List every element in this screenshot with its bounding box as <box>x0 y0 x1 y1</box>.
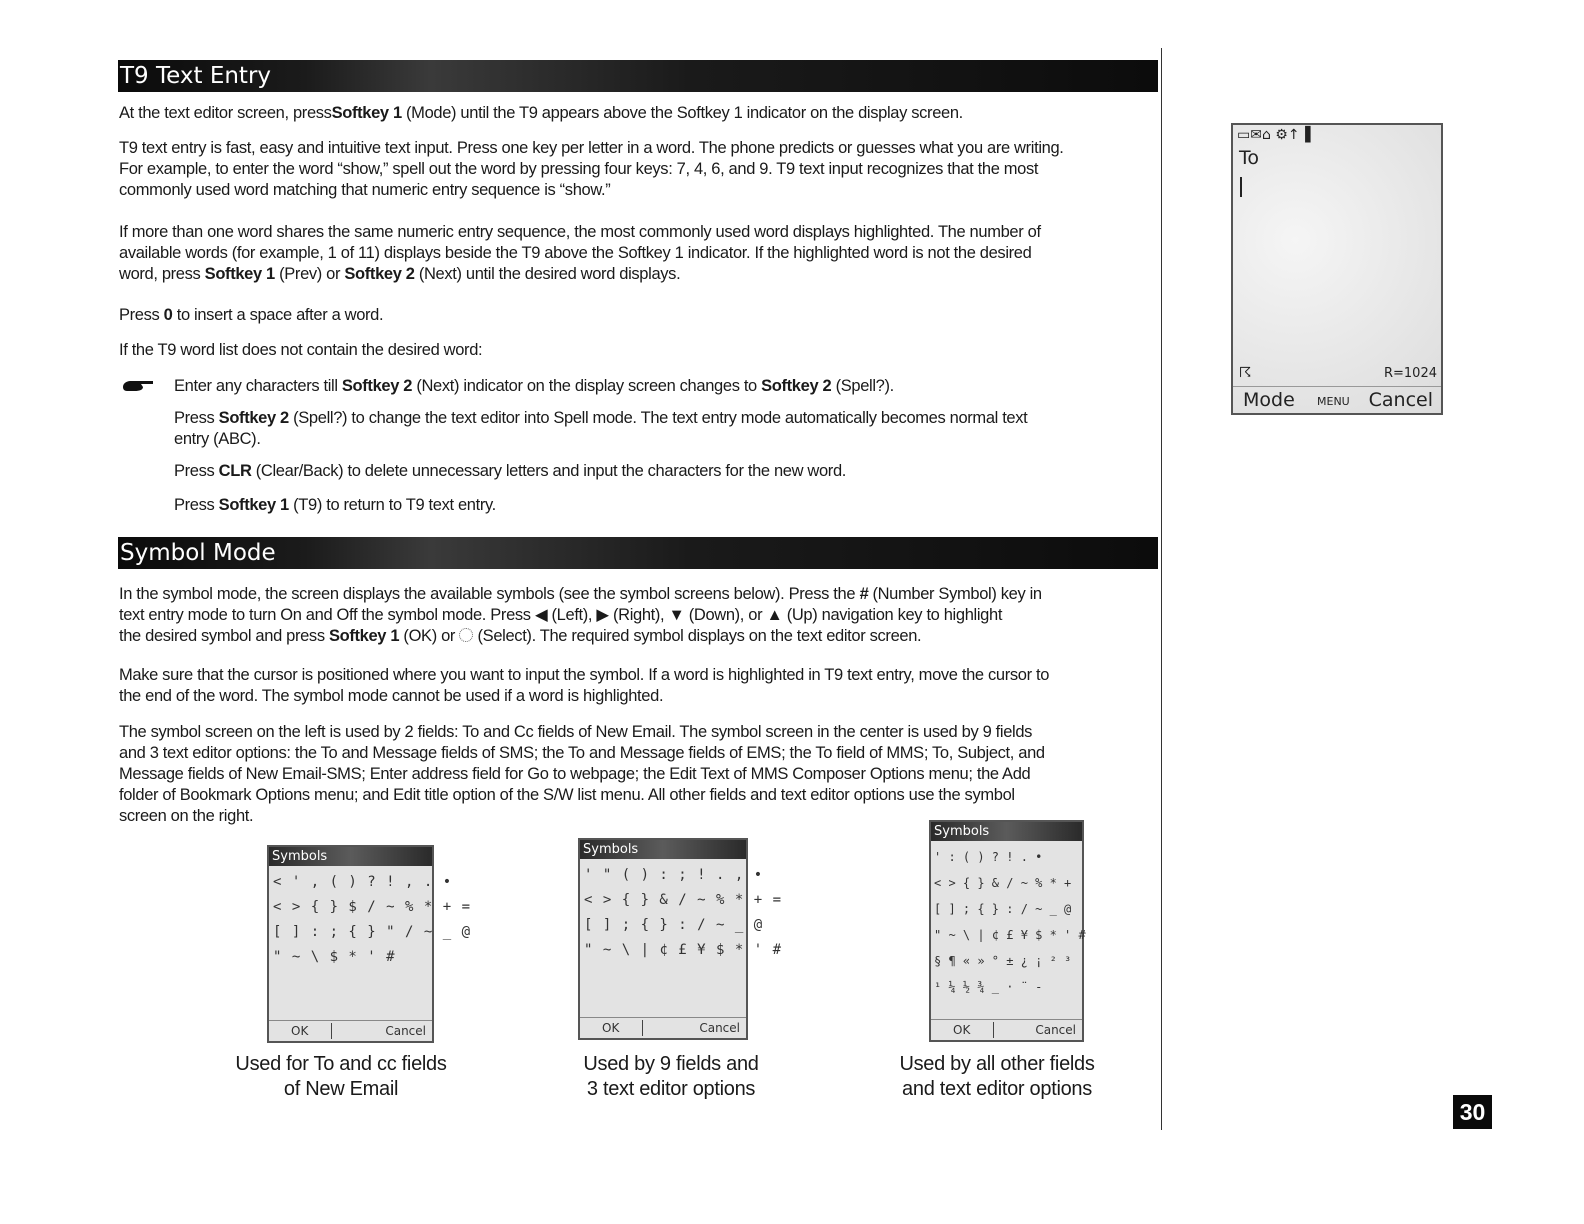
symbol-row: ¹ ¼ ½ ¾ _ · ¨ - <box>934 980 1043 994</box>
up-arrow-icon: ▲ <box>766 606 783 624</box>
t9-paragraph-2: T9 text entry is fast, easy and intuitive text input. Press one key per letter in a word. The phone predicts or guesses what you are writing. For example, to enter the word “show,” spell out the word by pressing four keys: 7, 4, 6, and 9. T9 text input recognizes that the most commonly used word matching that numeric entry sequence is “show.” <box>119 139 1064 199</box>
status-bar: ▭✉⌂ ⚙↑▐ <box>1237 127 1311 143</box>
cancel-softkey: Cancel <box>385 1024 426 1038</box>
symbol-row: ' " ( ) : ; ! . , • <box>584 867 764 883</box>
column-divider <box>1161 48 1162 1130</box>
char-counter: R=1024 <box>1383 366 1437 381</box>
t9-bullet-1: Enter any characters till Softkey 2 (Next) indicator on the display screen changes to Softkey 2 (Spell?). <box>174 377 894 395</box>
t9-paragraph-1: At the text editor screen, pressSoftkey 1 (Mode) until the T9 appears above the Softkey 1 indicator on the display screen. <box>119 104 963 122</box>
select-key-icon <box>459 628 473 642</box>
caption-right: Used by all other fields and text editor options <box>899 1053 1095 1100</box>
symbol-screen-header: Symbols <box>931 822 1082 841</box>
symbol-paragraph-1: In the symbol mode, the screen displays the available symbols (see the symbol screens below). Press the # (Number Symbol) key in text entry mode to turn On and Off the symbol mode. Press ◀ (Left), ▶ (Right), ▼ (Down), or ▲ (Up) navigation key to highlight the desired symbol and press Softkey 1 (OK) or (Select). The required symbol displays on the text editor screen. <box>119 585 1042 645</box>
t9-paragraph-3: If more than one word shares the same numeric entry sequence, the most commonly used word displays highlighted. The number of available words (for example, 1 of 11) displays beside the T9 above the Softkey 1 indicator. If the highlighted word is not the desired word, press Softkey 1 (Prev) or Softkey 2 (Next) until the desired word displays. <box>119 223 1041 283</box>
symbol-softkeys <box>269 1020 432 1041</box>
symbol-softkeys <box>931 1019 1082 1040</box>
symbol-row: " ~ \ $ * ' # <box>273 949 396 965</box>
symbol-screen-header: Symbols <box>580 840 746 859</box>
caption-center: Used by 9 fields and 3 text editor options <box>583 1053 759 1100</box>
t9-paragraph-4: Press 0 to insert a space after a word. <box>119 306 384 324</box>
symbol-paragraph-3: The symbol screen on the left is used by 2 fields: To and Cc fields of New Email. The symbol screen in the center is used by 9 fields and 3 text editor options: the To and Message fields of SMS; the To and Message fields of EMS; the To field of MMS; To, Subject, and Message fields of New Email-SMS; Enter address field for Go to webpage; the Edit Text of MMS Composer Options menu; the Add folder of Bookmark Options menu; and Edit title option of the S/W list menu. All other fields and text editor options use the symbol screen on the right. <box>119 723 1045 825</box>
symbol-row: " ~ \ | ¢ £ ¥ $ * ' # <box>934 928 1086 942</box>
t9-bullet-3: Press CLR (Clear/Back) to delete unnecessary letters and input the characters for the new word. <box>174 462 847 480</box>
cancel-softkey: Cancel <box>699 1021 740 1035</box>
softkey-bar <box>1233 386 1441 413</box>
t9-section-title: T9 Text Entry <box>118 60 1158 92</box>
symbol-softkeys <box>580 1017 746 1038</box>
page-number: 30 <box>1453 1095 1492 1129</box>
to-label: To <box>1239 147 1260 169</box>
softkey-mode: Mode <box>1243 389 1295 411</box>
t9-paragraph-5: If the T9 word list does not contain the desired word: <box>119 341 483 359</box>
number-symbol-icon: # <box>859 585 869 603</box>
symbol-screen-left <box>267 845 472 1043</box>
phone-text-editor-screenshot <box>1231 123 1443 415</box>
ok-softkey: OK <box>291 1024 309 1038</box>
symbol-screen-center <box>578 838 783 1040</box>
cancel-softkey: Cancel <box>1035 1023 1076 1037</box>
left-arrow-icon: ◀ <box>534 606 548 624</box>
symbol-row: < ' , ( ) ? ! , . • <box>273 874 453 890</box>
caption-left: Used for To and cc fields of New Email <box>235 1053 447 1100</box>
symbol-row: < > { } & / ~ % * + <box>934 876 1072 890</box>
symbol-section-title: Symbol Mode <box>118 537 1158 569</box>
right-arrow-icon: ▶ <box>596 606 609 624</box>
symbol-row: < > { } & / ~ % * + = <box>584 892 783 908</box>
ok-softkey: OK <box>602 1021 620 1035</box>
symbol-screen-right <box>929 820 1084 1042</box>
ok-softkey: OK <box>953 1023 971 1037</box>
t9-bullet-4: Press Softkey 1 (T9) to return to T9 text entry. <box>174 496 496 514</box>
text-cursor <box>1240 177 1242 197</box>
symbol-row: [ ] : ; { } " / ~ _ @ <box>273 924 472 940</box>
pointing-hand-icon <box>121 378 155 392</box>
t9-mode-icon: ☈ <box>1239 365 1252 381</box>
softkey-cancel: Cancel <box>1368 389 1433 411</box>
symbol-row: ' : ( ) ? ! . • <box>934 850 1043 864</box>
symbol-row: < > { } $ / ~ % * + = <box>273 899 472 915</box>
symbol-screen-header: Symbols <box>269 847 432 866</box>
down-arrow-icon: ▼ <box>668 606 685 624</box>
symbol-paragraph-2: Make sure that the cursor is positioned where you want to input the symbol. If a word is highlighted in T9 text entry, move the cursor to the end of the word. The symbol mode cannot be used if a word is highlighted. <box>119 666 1050 705</box>
symbol-row: " ~ \ | ¢ £ ¥ $ * ' # <box>584 942 783 958</box>
menu-key-label: MENU <box>1317 395 1350 408</box>
t9-bullet-2: Press Softkey 2 (Spell?) to change the text editor into Spell mode. The text entry mode automatically becomes normal text entry (ABC). <box>174 409 1028 448</box>
symbol-row: [ ] ; { } : / ~ _ @ <box>584 917 764 933</box>
symbol-row: § ¶ « » ° ± ¿ ¡ ² ³ <box>934 954 1072 968</box>
symbol-row: [ ] ; { } : / ~ _ @ <box>934 902 1072 916</box>
